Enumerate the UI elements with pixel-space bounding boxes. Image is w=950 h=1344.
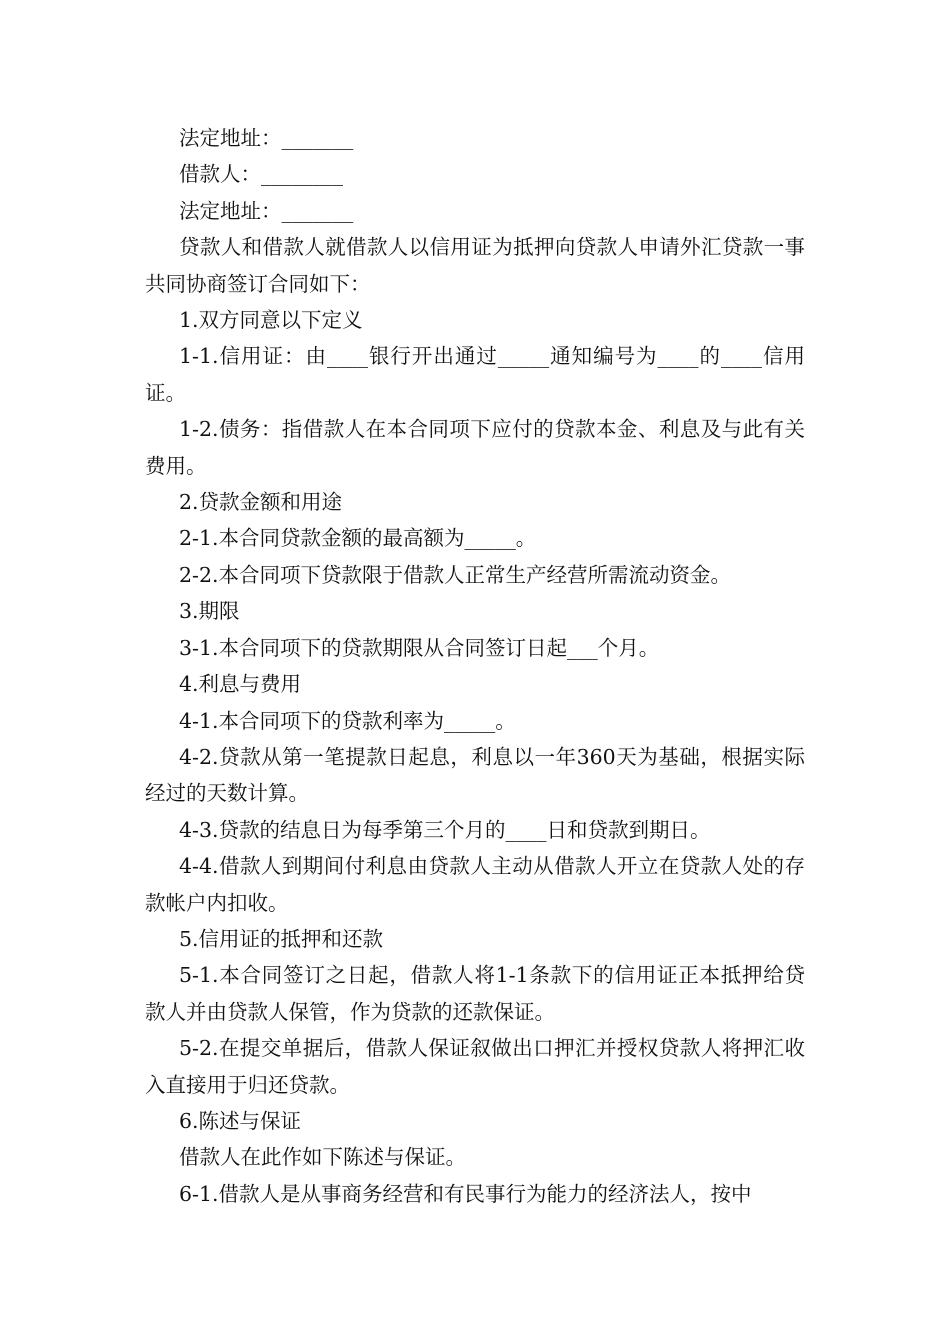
clause-6-1: 6-1.借款人是从事商务经营和有民事行为能力的经济法人，按中 <box>179 1181 752 1206</box>
clause-5-2: 5-2.在提交单据后，借款人保证叙做出口押汇并授权贷款人将押汇收入直接用于归还贷款。 <box>145 1036 805 1097</box>
paragraph-representations-intro: 借款人在此作如下陈述与保证。 <box>179 1145 466 1170</box>
clause-2-2: 2-2.本合同项下贷款限于借款人正常生产经营所需流动资金。 <box>179 562 732 587</box>
section-heading-pledge-repayment: 5.信用证的抵押和还款 <box>179 926 384 951</box>
paragraph-preamble: 贷款人和借款人就借款人以信用证为抵押向贷款人申请外汇贷款一事共同协商签订合同如下： <box>145 235 805 296</box>
clause-1-2: 1-2.债务：指借款人在本合同项下应付的贷款本金、利息及与此有关费用。 <box>145 417 805 478</box>
paragraph-borrower: 借款人：________ <box>179 162 343 187</box>
section-heading-term: 3.期限 <box>179 599 240 624</box>
clause-2-1: 2-1.本合同贷款金额的最高额为_____。 <box>179 526 537 551</box>
section-heading-definitions: 1.双方同意以下定义 <box>179 308 363 333</box>
clause-4-2: 4-2.贷款从第一笔提款日起息，利息以一年360天为基础，根据实际经过的天数计算。 <box>145 744 805 806</box>
section-heading-amount-purpose: 2.贷款金额和用途 <box>179 490 343 515</box>
clause-3-1: 3-1.本合同项下的贷款期限从合同签订日起___个月。 <box>179 635 660 660</box>
contract-body <box>145 120 805 1212</box>
clause-4-1: 4-1.本合同项下的贷款利率为_____。 <box>179 708 516 733</box>
section-heading-interest-fees: 4.利息与费用 <box>179 672 302 697</box>
paragraph-legal-address-1: 法定地址：_______ <box>179 126 354 150</box>
section-heading-representations: 6.陈述与保证 <box>179 1108 302 1133</box>
clause-5-1: 5-1.本合同签订之日起，借款人将1-1条款下的信用证正本抵押给贷款人并由贷款人保管，作为贷款的还款保证。 <box>145 963 805 1024</box>
clause-4-3: 4-3.贷款的结息日为每季第三个月的____日和贷款到期日。 <box>179 817 711 842</box>
clause-1-1: 1-1.信用证：由____银行开出通过_____通知编号为____的____信用证。 <box>145 344 805 405</box>
paragraph-legal-address-2: 法定地址：_______ <box>179 198 354 223</box>
clause-4-4: 4-4.借款人到期间付利息由贷款人主动从借款人开立在贷款人处的存款帐户内扣收。 <box>145 854 805 915</box>
